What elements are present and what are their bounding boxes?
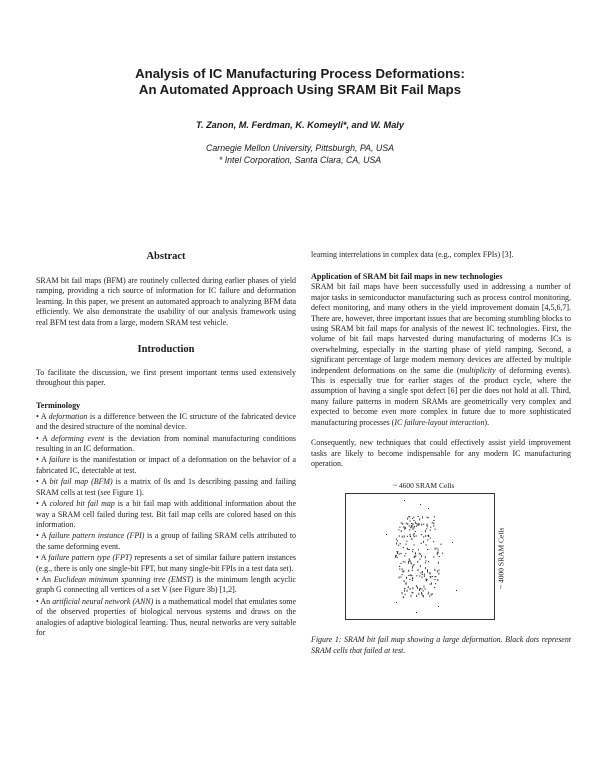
bit-fail-map-frame [345,493,495,620]
failed-cell-dot [413,534,414,536]
failed-cell-dot [422,517,423,519]
application-heading: Application of SRAM bit fail maps in new technologies [311,272,503,282]
failed-cell-dot [418,524,419,526]
failed-cell-dot [429,596,430,597]
failed-cell-dot [397,552,398,554]
failed-cell-dot [436,548,437,549]
failed-cell-dot [406,541,407,542]
failed-cell-dot [419,576,420,577]
terminology-item [36,597,296,639]
paper-title-line2: An Automated Approach Using SRAM Bit Fail Maps [138,82,462,97]
failed-cell-dot [412,552,413,553]
bullet-glyph: • [36,433,43,443]
failed-cell-dot [401,523,402,524]
failed-cell-dot [433,557,434,558]
failed-cell-dot [423,591,424,592]
bullet-glyph: • [36,455,42,465]
failed-cell-dot [428,536,429,537]
term-name: Euclidean minimum spanning tree (EMST) [53,574,194,584]
failed-cell-dot [423,541,424,543]
failed-cell-dot [425,567,426,569]
failed-cell-dot [410,574,411,576]
figure-caption: Figure 1: SRAM bit fail map showing a large deformation. Black dots represent SRAM cells that failed at test. [311,635,571,655]
failed-cell-dot [397,557,398,558]
bullet-glyph: • [36,499,42,509]
failed-cell-dot [437,579,438,581]
failed-cell-dot [408,562,409,564]
failed-cell-dot [442,553,443,554]
failed-cell-dot [425,530,426,532]
title-block [0,66,600,166]
introduction-text: To facilitate the discussion, we first present important terms used extensively throughout this paper. [36,368,296,388]
failed-cell-dot [433,523,434,525]
failed-cell-dot [403,571,404,573]
term-prefix: A [41,455,50,465]
failed-cell-dot [423,524,424,525]
failed-cell-dot [409,517,410,518]
term-name: failure pattern type (FPT) [48,553,132,563]
failed-cell-dot [421,573,422,574]
terminology-item [36,412,296,433]
failed-cell-dot [412,577,413,579]
terminology-item [36,434,296,455]
failed-cell-dot [418,569,419,571]
failed-cell-dot [433,520,434,521]
failed-cell-dot [412,518,413,519]
failed-cell-dot [415,522,416,524]
failed-cell-dot [420,588,421,589]
bit-fail-map-image [346,494,496,621]
failed-cell-dot [418,550,419,551]
failed-cell-dot [407,523,408,525]
failed-cell-dot [419,593,420,595]
bullet-glyph: • [36,553,41,563]
term-name: artificial neural network (ANN) [52,596,154,606]
failed-cell-dot [410,563,411,564]
failed-cell-dot [431,594,432,596]
failed-cell-dot [434,587,435,588]
affiliation-2: * Intel Corporation, Santa Clara, CA, USA [218,155,382,165]
failed-cell-dot [412,567,413,569]
failed-cell-dot [416,595,417,597]
failed-cell-dot [420,565,421,567]
failed-cell-dot [405,527,406,529]
failed-cell-dot [425,535,426,537]
failed-cell-dot [403,562,404,563]
failed-cell-dot [413,587,414,589]
failed-cell-dot [419,519,420,521]
failed-cell-dot [413,520,414,521]
term-prefix: A [40,411,49,421]
failed-cell-dot [397,541,398,542]
failed-cell-dot [417,587,418,589]
terminology-item [36,531,296,552]
failed-cell-dot [408,586,409,588]
failed-cell-dot [430,573,431,574]
failed-cell-dot [404,590,405,592]
bullet-glyph: • [36,531,41,541]
failed-cell-dot [428,592,429,593]
failed-cell-dot [404,588,405,589]
failed-cell-dot [413,517,414,518]
failed-cell-dot [424,576,425,577]
failed-cell-dot [407,536,408,537]
failed-cell-dot [412,570,413,571]
failed-cell-dot [421,577,422,578]
failed-cell-dot [415,554,416,555]
failed-cell-dot [419,589,420,591]
failed-cell-dot [419,559,420,560]
failed-cell-dot [399,566,400,567]
failed-cell-dot [398,530,399,531]
failed-cell-dot [409,549,410,550]
term-prefix: A [40,553,49,563]
failed-cell-dot [413,565,414,566]
failed-cell-dot [402,569,403,571]
failed-cell-dot [412,592,413,593]
failed-cell-dot [407,549,408,550]
bullet-glyph: • [36,574,42,584]
application-text-part2: of deforming events). This is especially true for earlier stages of the product cycle, where the assumption of having a single spot defect [6] per die does not hold at all. Third, many failure patterns in modern SRAMs are geometrically very complex and expected to become even more complex in future due to more sophisticated manufacturing processes ( [311,365,571,427]
failed-cell-dot [456,590,457,591]
failed-cell-dot [403,547,404,548]
failed-cell-dot [407,518,408,520]
failed-cell-dot [402,536,403,538]
failed-cell-dot [422,574,423,575]
failed-cell-dot [404,562,405,563]
failed-cell-dot [437,552,438,553]
failed-cell-dot [398,545,399,546]
failed-cell-dot [425,589,426,590]
failed-cell-dot [421,534,422,535]
failed-cell-dot [437,553,438,555]
failed-cell-dot [421,524,422,526]
failed-cell-dot [420,504,421,505]
failed-cell-dot [416,585,417,587]
failed-cell-dot [413,528,414,530]
introduction-heading: Introduction [137,344,195,356]
failed-cell-dot [410,535,411,536]
failed-cell-dot [402,523,403,525]
failed-cell-dot [433,526,434,527]
failed-cell-dot [406,523,407,524]
right-column [311,250,571,656]
term-prefix: A [41,499,50,509]
failed-cell-dot [399,569,400,570]
failed-cell-dot [413,528,414,529]
failed-cell-dot [430,576,431,577]
term-definition: is a matrix of 0s and 1s describing passing and failing SRAM cells at test (see Figure 1). [36,477,297,497]
failed-cell-dot [399,554,400,555]
terminology-heading: Terminology [36,400,81,410]
failed-cell-dot [425,563,426,564]
failed-cell-dot [428,508,429,509]
failed-cell-dot [426,579,427,580]
failed-cell-dot [412,538,413,540]
failed-cell-dot [425,556,426,558]
failed-cell-dot [428,561,429,562]
application-em-interaction: IC failure-layout interaction [394,417,485,427]
failed-cell-dot [430,577,431,578]
failed-cell-dot [405,594,406,595]
failed-cell-dot [415,531,416,532]
failed-cell-dot [409,521,410,522]
failed-cell-dot [423,537,424,538]
failed-cell-dot [427,540,428,541]
failed-cell-dot [404,556,405,557]
failed-cell-dot [414,526,415,527]
failed-cell-dot [416,536,417,537]
failed-cell-dot [407,590,408,592]
failed-cell-dot [400,553,401,554]
failed-cell-dot [406,577,407,579]
failed-cell-dot [435,584,436,585]
failed-cell-dot [421,543,422,544]
failed-cell-dot [425,561,426,562]
failed-cell-dot [428,518,429,519]
failed-cell-dot [426,579,427,581]
failed-cell-dot [413,523,414,525]
failed-cell-dot [431,583,432,585]
continuation-text: learning interrelations in complex data (e.g., complex FPIs) [3]. [311,250,514,259]
failed-cell-dot [430,538,431,539]
failed-cell-dot [397,552,398,553]
term-definition: is a bit fail map with additional information about the way a SRAM cell failed during test. Bit fail map cells are colored based on this information. [36,499,297,529]
failed-cell-dot [427,524,428,526]
failed-cell-dot [386,534,387,535]
failed-cell-dot [421,556,422,558]
terminology-item [36,477,296,498]
failed-cell-dot [416,576,417,577]
failed-cell-dot [452,542,453,543]
failed-cell-dot [404,536,405,538]
failed-cell-dot [426,545,427,546]
term-definition: is the minimum length acyclic graph G connecting all vertices of a set V (see Figure 3b) [1,2]. [36,574,296,595]
bullet-glyph: • [36,477,42,487]
abstract-text: SRAM bit fail maps (BFM) are routinely collected during earlier phases of yield ramping, providing a rich source of information for IC failure and deformation learning. In this paper, we present an automated approach to analyzing BFM data efficiently. We also demonstrate the usability of our analysis framework using real BFM test data from a large, modern SRAM test vehicle. [36,276,296,327]
failed-cell-dot [419,553,420,554]
term-name: failure pattern instance (FPI) [48,531,145,541]
failed-cell-dot [438,570,439,571]
terminology-item [36,553,296,574]
failed-cell-dot [438,550,439,551]
failed-cell-dot [424,586,425,588]
failed-cell-dot [396,602,397,603]
figure-1 [311,481,581,631]
failed-cell-dot [419,524,420,526]
term-name: deformation [48,411,88,421]
failed-cell-dot [414,557,415,558]
failed-cell-dot [439,556,440,557]
failed-cell-dot [433,542,434,543]
failed-cell-dot [432,594,433,595]
failed-cell-dot [414,536,415,537]
failed-cell-dot [415,556,416,557]
failed-cell-dot [402,572,403,573]
failed-cell-dot [409,559,410,561]
failed-cell-dot [432,523,433,524]
terminology-list [36,412,296,639]
failed-cell-dot [430,584,431,585]
failed-cell-dot [435,548,436,550]
term-prefix: A [42,433,52,443]
failed-cell-dot [411,595,412,597]
paper-title-line1: Analysis of IC Manufacturing Process Deformations: [135,66,465,81]
failed-cell-dot [414,545,415,546]
failed-cell-dot [409,579,410,580]
term-definition: is a group of failing SRAM cells attributed to the same deforming event. [36,531,297,551]
bullet-glyph: • [36,596,41,606]
failed-cell-dot [396,539,397,540]
failed-cell-dot [411,526,412,527]
failed-cell-dot [412,580,413,581]
figure-side-label: ~ 4000 SRAM Cells [496,527,506,590]
failed-cell-dot [405,554,406,555]
term-definition: is a mathematical model that emulates some of the observed properties of biological nervous systems and draws on the analogies of adaptive biological learning. Thus, neural networks are very suitable for [36,596,296,637]
paper-authors: T. Zanon, M. Ferdman, K. Komeyli*, and W. Maly [196,120,404,130]
terminology-item [36,575,296,596]
failed-cell-dot [411,575,412,576]
failed-cell-dot [400,577,401,578]
failed-cell-dot [423,596,424,598]
failed-cell-dot [428,594,429,595]
failed-cell-dot [422,571,423,573]
failed-cell-dot [440,544,441,545]
failed-cell-dot [418,516,419,517]
affiliation-1: Carnegie Mellon University, Pittsburgh, PA, USA [206,143,394,153]
failed-cell-dot [430,527,431,528]
failed-cell-dot [435,529,436,530]
failed-cell-dot [396,555,397,557]
failed-cell-dot [432,576,433,577]
failed-cell-dot [427,527,428,528]
terminology-item [36,499,296,530]
failed-cell-dot [408,575,409,576]
consequently-text: Consequently, new techniques that could effectively assist yield improvement tasks are likely to become indispensable for any modern IC manufacturing operation. [311,438,571,468]
term-name: failure [49,455,70,465]
term-prefix: An [40,596,53,606]
failed-cell-dot [407,548,408,549]
failed-cell-dot [410,560,411,562]
application-em-multiplicity: multiplicity [459,365,496,375]
failed-cell-dot [416,524,417,525]
failed-cell-dot [426,529,427,530]
failed-cell-dot [399,536,400,537]
term-name: colored bit fail map [49,499,115,509]
term-definition: represents a set of similar failure pattern instances (e.g., there is only one single-bit FPT, but many single-bit FPIs in a test data set). [36,553,296,573]
failed-cell-dot [420,554,421,555]
application-text-part1: SRAM bit fail maps have been successfully used in addressing a number of major tasks in semiconductor manufacturing such as process control monitoring, defect monitoring, and many others in the yield improvement domain [4,5,6,7]. There are, however, three important issues that are becoming stumbling blocks to using SRAM bit fail maps for analysis of the newest IC technologies. First, the volume of bit fail maps harvested during manufacturing of moderns ICs is overwhelming, especially in the starting phase of yield ramping. Second, a significant percentage of large modern memory devices are affected by multiple independent deformations on the same die ( [311,282,571,375]
failed-cell-dot [404,500,405,501]
left-column [36,250,296,638]
term-prefix: A [40,531,49,541]
failed-cell-dot [404,528,405,530]
failed-cell-dot [400,544,401,545]
term-name: bit fail map (BFM) [49,477,113,487]
failed-cell-dot [409,526,410,527]
failed-cell-dot [409,530,410,531]
failed-cell-dot [427,517,428,518]
failed-cell-dot [437,571,438,573]
failed-cell-dot [410,528,411,529]
failed-cell-dot [404,526,405,528]
failed-cell-dot [438,606,439,607]
failed-cell-dot [439,573,440,575]
failed-cell-dot [401,575,402,576]
failed-cell-dot [434,579,435,580]
term-definition: is a difference between the IC structure of the fabricated device and the desired structure of the nominal device. [36,411,296,432]
failed-cell-dot [434,517,435,518]
failed-cell-dot [435,569,436,571]
failed-cell-dot [410,588,411,590]
failed-cell-dot [401,530,402,532]
failed-cell-dot [417,561,418,563]
failed-cell-dot [427,549,428,550]
abstract-heading: Abstract [146,251,186,262]
failed-cell-dot [416,526,417,527]
term-name: deforming event [51,433,105,443]
failed-cell-dot [399,527,400,528]
failed-cell-dot [403,596,404,598]
failed-cell-dot [404,580,405,582]
failed-cell-dot [399,577,400,579]
term-prefix: An [41,574,54,584]
failed-cell-dot [416,612,417,613]
failed-cell-dot [435,576,436,577]
failed-cell-dot [438,562,439,564]
failed-cell-dot [421,589,422,590]
failed-cell-dot [401,563,402,564]
application-text [311,282,571,428]
term-prefix: A [41,477,50,487]
term-definition: is the manifestation or impact of a deformation on the behavior of a fabricated IC, detectable at test. [36,455,297,475]
failed-cell-dot [421,592,422,594]
failed-cell-dot [430,530,431,531]
figure-top-label: ~ 4600 SRAM Cells [393,481,455,491]
failed-cell-dot [405,544,406,545]
failed-cell-dot [402,592,403,594]
terminology-item [36,455,296,476]
failed-cell-dot [411,523,412,524]
failed-cell-dot [408,570,409,572]
failed-cell-dot [410,536,411,537]
failed-cell-dot [424,574,425,576]
failed-cell-dot [412,549,413,550]
bullet-glyph: • [36,411,41,421]
failed-cell-dot [396,543,397,545]
term-definition: is the deviation from nominal manufacturing conditions resulting in an IC deformation. [36,433,296,454]
failed-cell-dot [406,583,407,585]
application-text-part3: ). [484,417,490,427]
failed-cell-dot [427,570,428,572]
